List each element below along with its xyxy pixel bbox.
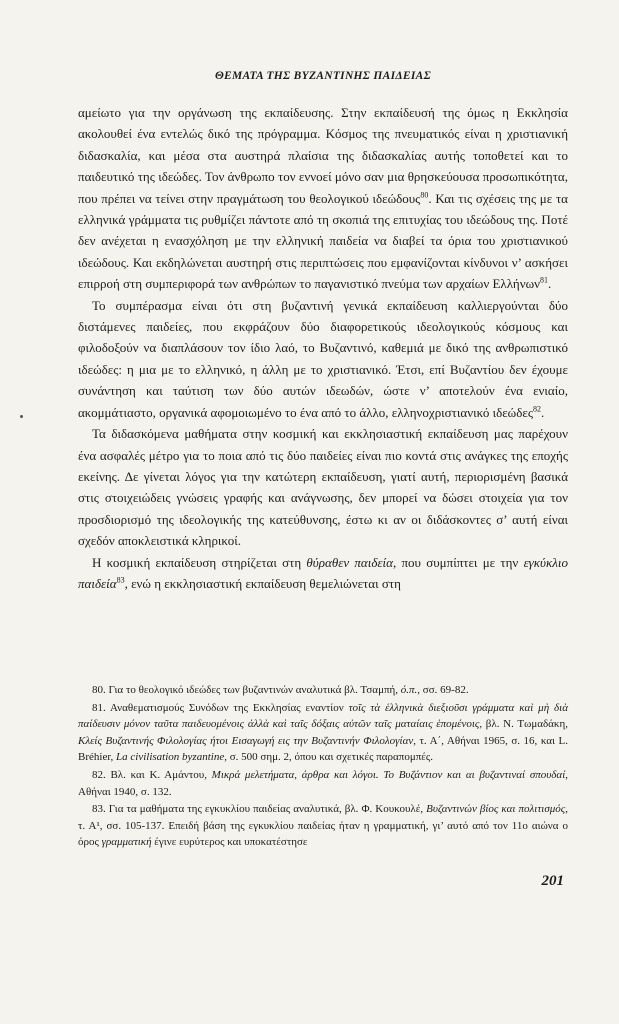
footnote-marker: 81 [540, 275, 549, 285]
text-run: 81. Αναθεματισμούς Συνόδων της Εκκλησίας εναντίον [92, 701, 349, 714]
text-run: 80. Για το θεολογικό ιδεώδες των βυζαντινών αναλυτικά βλ. Τσαμπή, [92, 684, 401, 696]
page-number: 201 [541, 873, 564, 889]
footnote-marker: 82 [532, 404, 541, 414]
text-run: Το συμπέρασμα είναι ότι στη βυζαντινή γενικά εκπαίδευση καλλιεργούνται δύο διστάμενες παιδείες, που εκφράζουν δύο διαφορετικούς ιδεολογικούς κόσμους και φιλοδοξούν να διαπλάσουν τον ίδιο λαό, το Βυζαντινό, καθεμιά με δικό της ανθρωπιστικό ιδεώδες: η μια με το ελληνικό, η άλλη με το χριστιανικό. Έτσι, επί Βυζαντίου δεν έχουμε συνάντηση και ταύτιση των δύο αυτών ιδεωδών, ώστε ν’ αποτελούν ένα ενιαίο, ακομμάτιαστο, οργανικά αφομοιωμένο το ένα από το άλλο, ελληνοχριστιανικό ιδεώδες [78, 297, 568, 420]
footnote [78, 682, 568, 699]
text-run: Η κοσμική εκπαίδευση στηρίζεται στη [92, 554, 307, 570]
italic-text: La civilisation byzantine [116, 751, 225, 764]
italic-text: Κλείς Βυζαντινής Φιλολογίας ήτοι Εισαγωγή εις την Βυζαντινήν Φιλολογίαν [78, 734, 414, 747]
margin-dot [20, 415, 23, 418]
paragraph [78, 102, 568, 295]
text-run: , σσ. 69-82. [417, 684, 469, 696]
text-run: . [548, 276, 552, 292]
italic-text: Μικρά μελετήματα, άρθρα και λόγοι. Το Βυζάντιον και αι βυζαντιναί σπουδαί [211, 768, 566, 781]
text-run: αμείωτο για την οργάνωση της εκπαίδευσης. Στην εκπαίδευσή της όμως η Εκκλησία ακολουθεί ένα εντελώς δικό της πρόγραμμα. Κόσμος της πνευματικός είναι η χριστιανική διδασκαλία, και μέσα στα αυστηρά πλαίσια της διδασκαλίας αυτής τοποθετεί και το παιδευτικό της ιδεώδες. Τον άνθρωπο τον εννοεί μόνο σαν μια θρησκεύουσα προσωπικότητα, που πρέπει να τείνει στην πραγμάτωση του θεολογικού ιδεώδους [78, 105, 568, 206]
paragraph [78, 423, 568, 551]
footnote [78, 767, 568, 800]
text-run: . Και τις σχέσεις της με τα ελληνικά γράμματα τις ρυθμίζει πάντοτε από τη σκοπιά της επιτυχίας του ιδεώδους της. Ποτέ δεν ανέχεται η ενασχόληση με την ελληνική παιδεία να διαβεί τα όρια του χριστιανικού ιδεώδους. Και εκδηλώνεται αυστηρή στις περιπτώσεις που εμφανίζονται κίνδυνοι ν’ ασκήσει επιρροή στη συμπεριφορά των ανθρώπων το παγανιστικό πνεύμα των αρχαίων Ελλήνων [78, 190, 568, 292]
main-text [78, 102, 568, 594]
italic-text: Βυζαντινών βίος και πολιτισμός [426, 803, 566, 816]
italic-text: ό.π. [400, 684, 418, 696]
text-run: , ενώ η εκκλησιαστική εκπαίδευση θεμελιώνεται στη [124, 575, 401, 591]
text-run: , σ. 500 σημ. 2, όπου και σχετικές παραπομπές. [224, 751, 434, 764]
page-content [78, 70, 568, 594]
italic-text: εγκύκλιο παιδεία [78, 554, 568, 591]
text-run: , Αθήναι 1940, σ. 132. [78, 768, 569, 798]
italic-text: γραμματική [101, 836, 152, 849]
footnotes [78, 682, 568, 852]
text-run: έγινε ευρύτερος και υποκατέστησε [151, 836, 308, 849]
text-run: 82. Βλ. και Κ. Αμάντου, [92, 768, 212, 781]
text-run: 83. Για τα μαθήματα της εγκυκλίου παιδείας αναλυτικά, βλ. Φ. Κουκουλέ, [92, 803, 427, 816]
text-run: . [540, 404, 545, 420]
paragraph [78, 552, 568, 595]
paragraph [78, 295, 568, 423]
text-run: , βλ. Ν. Τωμαδάκη, [479, 718, 568, 731]
text-run: , τ. Α¹, σσ. 105-137. Επειδή βάση της εγκυκλίου παιδείας ήταν η γραμματική, γι’ αυτό από τον 11ο αιώνα ο όρος [78, 803, 568, 849]
footnote [78, 700, 568, 766]
running-header: ΘΕΜΑΤΑ ΤΗΣ ΒΥΖΑΝΤΙΝΗΣ ΠΑΙΔΕΙΑΣ [214, 70, 432, 82]
text-run: , τ. Α΄, Αθήναι 1965, σ. 16, και L. Bréhier, [78, 734, 568, 764]
italic-text: θύραθεν παιδεία [306, 554, 393, 570]
footnote-marker: 80 [420, 190, 429, 200]
footnote [78, 801, 568, 851]
italic-text: τοῖς τὰ ἑλληνικὰ διεξιοῦσι γράμματα καὶ μὴ διὰ παίδευσιν μόνον ταῦτα παιδευομένοις ἀλλὰ καὶ ταῖς δόξαις αὐτῶν ταῖς ματαίαις ἑπομένοις [78, 701, 568, 731]
text-run: Τα διδασκόμενα μαθήματα στην κοσμική και εκκλησιαστική εκπαίδευση μας παρέχουν ένα ασφαλές μέτρο για το ποια από τις δύο παιδείες είναι πιο κοντά στις ανάγκες της εποχής εκείνης. Δε γίνεται λόγος για την κατώτερη εκπαίδευση, γιατί αυτή, περιορισμένη βασικά στις στοιχειώδεις γνώσεις γραφής και ανάγνωσης, δεν μπορεί να δώσει στοιχεία για τον προσδιορισμό της ιδεολογικής της κατεύθυνσης, έστω κι αν οι διδάσκοντες σ’ αυτή είναι σχεδόν αποκλειστικά κληρικοί. [78, 426, 568, 549]
text-run: , που συμπίπτει με την [392, 554, 524, 570]
footnote-marker: 83 [116, 575, 125, 585]
